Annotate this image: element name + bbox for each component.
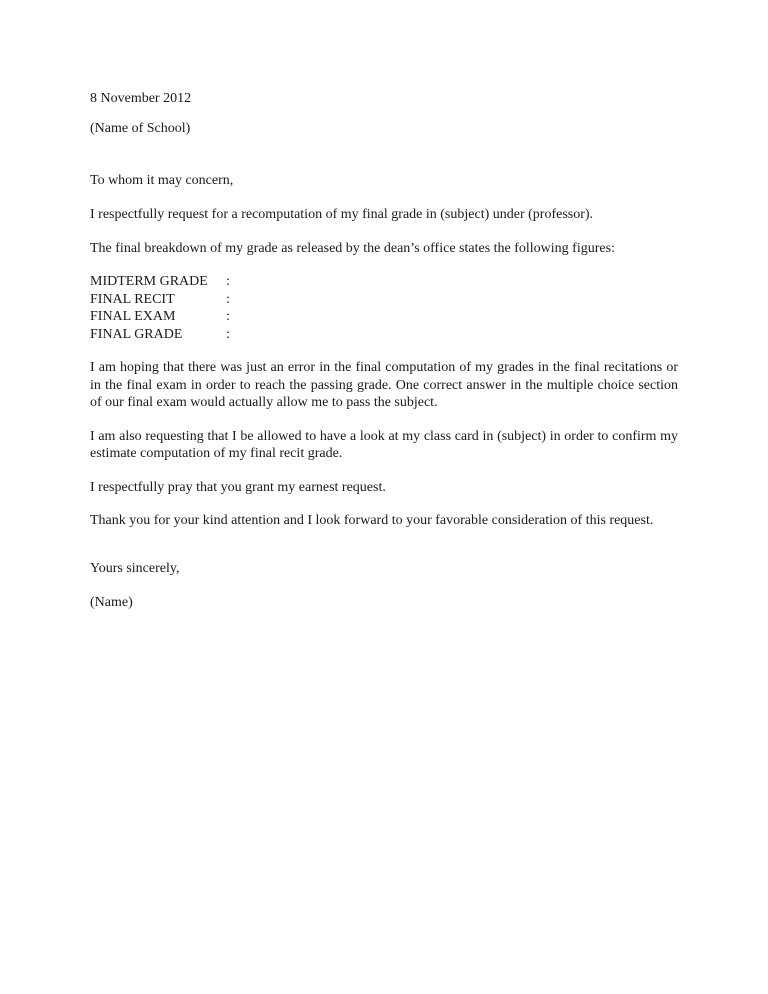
grade-label: MIDTERM GRADE [90,274,208,289]
paragraph-request: I respectfully request for a recomputation of my final grade in (subject) under (professor). [90,207,594,222]
signature: (Name) [90,594,133,610]
paragraph-hope: I am hoping that there was just an error in the final computation of my grades in the final recitations or in the final exam in order to reach the passing grade. One correct answer in the multiple choice section of our final exam would actually allow me to pass the subject. [90,360,678,410]
closing: Yours sincerely, [90,560,180,576]
grade-row-final-exam [90,308,678,326]
salutation: To whom it may concern, [90,173,234,188]
grade-separator: : [226,274,230,289]
grade-separator: : [226,291,230,307]
grade-label: FINAL RECIT [90,291,175,307]
letter-page [90,90,678,612]
grade-separator: : [226,309,230,324]
paragraph-thanks: Thank you for your kind attention and I look forward to your favorable consideration of this request. [90,513,654,528]
grade-row-midterm [90,273,678,291]
grade-label: FINAL GRADE [90,326,183,342]
grade-list [90,273,678,343]
paragraph-pray: I respectfully pray that you grant my earnest request. [90,479,386,495]
grade-label: FINAL EXAM [90,309,176,324]
paragraph-breakdown: The final breakdown of my grade as released by the dean’s office states the following figures: [90,240,615,256]
letter-date: 8 November 2012 [90,91,192,106]
paragraph-class-card: I am also requesting that I be allowed to have a look at my class card in (subject) in order to confirm my estimate computation of my final recit grade. [90,428,678,461]
grade-row-final-grade [90,326,678,344]
grade-separator: : [226,326,230,342]
school-name: (Name of School) [90,121,191,136]
grade-row-final-recit [90,291,678,309]
